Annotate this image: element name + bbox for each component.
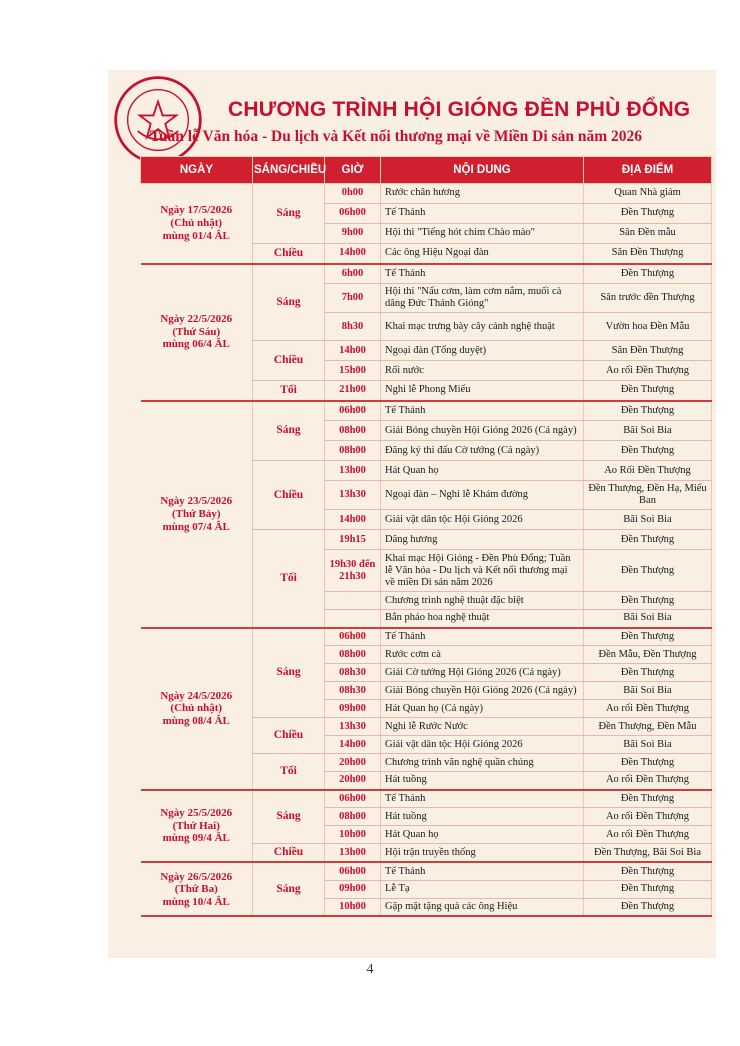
time-cell: 06h00 [325, 204, 381, 224]
activity-cell: Dâng hương [381, 530, 584, 550]
activity-cell: Giải vật dân tộc Hội Gióng 2026 [381, 510, 584, 530]
column-header-time: GIỜ [325, 157, 381, 184]
day-date: Ngày 25/5/2026 [160, 807, 233, 820]
day-date: Ngày 22/5/2026 [160, 313, 233, 326]
table-row [141, 184, 712, 204]
location-cell: Vườn hoa Đền Mẫu [584, 313, 712, 341]
activity-cell: Khai mạc Hội Gióng - Đền Phù Đổng; Tuần lễ Văn hóa - Du lịch và Kết nối thương mại về miền Di sản năm 2026 [381, 550, 584, 592]
location-cell: Đền Mẫu, Đền Thượng [584, 646, 712, 664]
red-seal-stamp [112, 74, 204, 166]
period-cell: Sáng [253, 184, 325, 244]
column-header-day: NGÀY [141, 157, 253, 184]
location-cell: Bãi Soi Bia [584, 682, 712, 700]
day-cell [141, 401, 253, 628]
activity-cell: Hát Quan họ [381, 461, 584, 481]
period-cell: Chiều [253, 341, 325, 381]
period-cell: Tối [253, 381, 325, 401]
schedule-table [140, 156, 712, 917]
location-cell: Đền Thượng [584, 628, 712, 646]
time-cell: 08h30 [325, 682, 381, 700]
time-cell: 14h00 [325, 244, 381, 264]
time-cell: 20h00 [325, 754, 381, 772]
location-cell: Ao rối Đền Thượng [584, 808, 712, 826]
time-cell: 13h00 [325, 461, 381, 481]
activity-cell: Nghi lễ Rước Nước [381, 718, 584, 736]
location-cell: Sân trước đền Thượng [584, 284, 712, 313]
location-cell: Đền Thượng [584, 754, 712, 772]
time-cell: 14h00 [325, 510, 381, 530]
day-date: Ngày 26/5/2026 [160, 870, 233, 883]
day-cell [141, 184, 253, 264]
day-cell [141, 790, 253, 863]
day-weekday: (Thứ Ba) [174, 883, 218, 896]
day-lunar: mùng 09/4 ÂL [162, 832, 230, 845]
period-cell: Sáng [253, 862, 325, 916]
time-cell: 13h00 [325, 844, 381, 863]
location-cell: Sân Đền mẫu [584, 224, 712, 244]
time-cell: 20h00 [325, 772, 381, 790]
activity-cell: Hát Quan họ [381, 826, 584, 844]
table-row [141, 401, 712, 421]
activity-cell: Nghi lễ Phong Miếu [381, 381, 584, 401]
location-cell: Đền Thượng [584, 790, 712, 808]
time-cell: 06h00 [325, 628, 381, 646]
location-cell: Bãi Soi Bia [584, 510, 712, 530]
day-weekday: (Chủ nhật) [170, 216, 223, 229]
location-cell: Ao rối Đền Thượng [584, 826, 712, 844]
time-cell [325, 610, 381, 628]
activity-cell: Rước chân hương [381, 184, 584, 204]
table-row [141, 264, 712, 284]
time-cell: 13h30 [325, 718, 381, 736]
activity-cell: Tế Thánh [381, 264, 584, 284]
time-cell: 6h00 [325, 264, 381, 284]
day-date: Ngày 24/5/2026 [160, 689, 233, 702]
location-cell: Đền Thượng [584, 550, 712, 592]
activity-cell: Lễ Tạ [381, 880, 584, 898]
activity-cell: Bắn pháo hoa nghệ thuật [381, 610, 584, 628]
location-cell: Đền Thượng, Đền Hạ, Miếu Ban [584, 481, 712, 510]
day-lunar: mùng 08/4 ÂL [162, 715, 230, 728]
page-number: 4 [366, 962, 374, 977]
location-cell: Đền Thượng [584, 381, 712, 401]
day-cell [141, 628, 253, 790]
activity-cell: Tế Thánh [381, 862, 584, 880]
day-lunar: mùng 07/4 ÂL [162, 520, 230, 533]
activity-cell: Giải Bóng chuyền Hội Gióng 2026 (Cả ngày) [381, 682, 584, 700]
table-row [141, 790, 712, 808]
location-cell: Đền Thượng [584, 862, 712, 880]
period-cell: Sáng [253, 401, 325, 461]
location-cell: Sân Đền Thượng [584, 244, 712, 264]
day-weekday: (Thứ Hai) [172, 819, 220, 832]
time-cell: 10h00 [325, 826, 381, 844]
table-row [141, 628, 712, 646]
location-cell: Đền Thượng [584, 264, 712, 284]
time-cell: 14h00 [325, 341, 381, 361]
time-cell: 15h00 [325, 361, 381, 381]
activity-cell: Giải Cờ tướng Hội Gióng 2026 (Cả ngày) [381, 664, 584, 682]
activity-cell: Gặp mặt tặng quà các ông Hiệu [381, 898, 584, 916]
location-cell: Ao rối Đền Thượng [584, 772, 712, 790]
location-cell: Ao rối Đền Thượng [584, 361, 712, 381]
activity-cell: Giải Bóng chuyền Hội Gióng 2026 (Cả ngày) [381, 421, 584, 441]
period-cell: Chiều [253, 461, 325, 530]
activity-cell: Hội thi "Nấu cơm, làm cơm nắm, muối cà dâng Đức Thánh Gióng" [381, 284, 584, 313]
activity-cell: Tế Thánh [381, 401, 584, 421]
period-cell: Sáng [253, 790, 325, 844]
location-cell: Quan Nhà giám [584, 184, 712, 204]
activity-cell: Tế Thánh [381, 628, 584, 646]
location-cell: Đền Thượng [584, 204, 712, 224]
time-cell: 09h00 [325, 700, 381, 718]
activity-cell: Hát Quan họ (Cả ngày) [381, 700, 584, 718]
period-cell: Chiều [253, 244, 325, 264]
location-cell: Đền Thượng, Đền Mẫu [584, 718, 712, 736]
time-cell: 09h00 [325, 880, 381, 898]
location-cell: Đền Thượng [584, 401, 712, 421]
time-cell: 14h00 [325, 736, 381, 754]
location-cell: Ao rối Đền Thượng [584, 700, 712, 718]
time-cell: 0h00 [325, 184, 381, 204]
time-cell: 13h30 [325, 481, 381, 510]
activity-cell: Ngoại đàn – Nghi lễ Khám đường [381, 481, 584, 510]
time-cell: 21h00 [325, 381, 381, 401]
time-cell: 08h00 [325, 441, 381, 461]
day-lunar: mùng 01/4 ÂL [162, 229, 230, 242]
activity-cell: Hát tuồng [381, 772, 584, 790]
time-cell [325, 592, 381, 610]
activity-cell: Tế Thánh [381, 790, 584, 808]
location-cell: Ao Rối Đền Thượng [584, 461, 712, 481]
day-date: Ngày 17/5/2026 [160, 204, 233, 217]
time-cell: 08h00 [325, 808, 381, 826]
day-date: Ngày 23/5/2026 [160, 495, 233, 508]
activity-cell: Đăng ký thi đấu Cờ tướng (Cả ngày) [381, 441, 584, 461]
time-cell: 8h30 [325, 313, 381, 341]
activity-cell: Rước cơm cà [381, 646, 584, 664]
period-cell: Sáng [253, 264, 325, 341]
time-cell: 06h00 [325, 790, 381, 808]
location-cell: Đền Thượng [584, 664, 712, 682]
activity-cell: Tế Thánh [381, 204, 584, 224]
page-subtitle: Tuần lễ Văn hóa - Du lịch và Kết nối thương mại về Miền Di sản năm 2026 [150, 128, 642, 145]
table-header-row [141, 157, 712, 184]
location-cell: Đền Thượng [584, 898, 712, 916]
day-weekday: (Chủ nhật) [170, 702, 223, 715]
day-lunar: mùng 10/4 ÂL [162, 895, 230, 908]
location-cell: Đền Thượng [584, 880, 712, 898]
location-cell: Sân Đền Thượng [584, 341, 712, 361]
time-cell: 7h00 [325, 284, 381, 313]
column-header-location: ĐỊA ĐIỂM [584, 157, 712, 184]
activity-cell: Chương trình nghệ thuật đặc biệt [381, 592, 584, 610]
period-cell: Chiều [253, 718, 325, 754]
schedule-body [141, 184, 712, 917]
location-cell: Đền Thượng [584, 530, 712, 550]
location-cell: Đền Thượng, Bãi Soi Bia [584, 844, 712, 863]
activity-cell: Hội thi "Tiếng hót chim Chào mào" [381, 224, 584, 244]
location-cell: Bãi Soi Bia [584, 736, 712, 754]
activity-cell: Ngoại đàn (Tổng duyệt) [381, 341, 584, 361]
activity-cell: Các ông Hiệu Ngoại đàn [381, 244, 584, 264]
location-cell: Đền Thượng [584, 592, 712, 610]
activity-cell: Khai mạc trưng bày cây cảnh nghệ thuật [381, 313, 584, 341]
period-cell: Sáng [253, 628, 325, 718]
period-cell: Tối [253, 754, 325, 790]
time-cell: 06h00 [325, 401, 381, 421]
time-cell: 19h15 [325, 530, 381, 550]
time-cell: 19h30 đến 21h30 [325, 550, 381, 592]
activity-cell: Hội trận truyền thống [381, 844, 584, 863]
time-cell: 9h00 [325, 224, 381, 244]
period-cell: Chiều [253, 844, 325, 863]
column-header-period: SÁNG/CHIỀU [253, 157, 325, 184]
time-cell: 08h00 [325, 421, 381, 441]
location-cell: Đền Thượng [584, 441, 712, 461]
activity-cell: Chương trình văn nghệ quần chúng [381, 754, 584, 772]
page-title: CHƯƠNG TRÌNH HỘI GIÓNG ĐỀN PHÙ ĐỔNG [228, 98, 691, 121]
day-weekday: (Thứ Sáu) [172, 325, 221, 338]
location-cell: Bãi Soi Bia [584, 610, 712, 628]
time-cell: 08h30 [325, 664, 381, 682]
day-lunar: mùng 06/4 ÂL [162, 338, 230, 351]
time-cell: 08h00 [325, 646, 381, 664]
day-cell [141, 264, 253, 401]
column-header-activity: NỘI DUNG [381, 157, 584, 184]
period-cell: Tối [253, 530, 325, 628]
time-cell: 06h00 [325, 862, 381, 880]
activity-cell: Rối nước [381, 361, 584, 381]
day-cell [141, 862, 253, 916]
activity-cell: Giải vật dân tộc Hội Gióng 2026 [381, 736, 584, 754]
day-weekday: (Thứ Bảy) [172, 507, 221, 520]
time-cell: 10h00 [325, 898, 381, 916]
location-cell: Bãi Soi Bia [584, 421, 712, 441]
activity-cell: Hát tuồng [381, 808, 584, 826]
table-row [141, 862, 712, 880]
